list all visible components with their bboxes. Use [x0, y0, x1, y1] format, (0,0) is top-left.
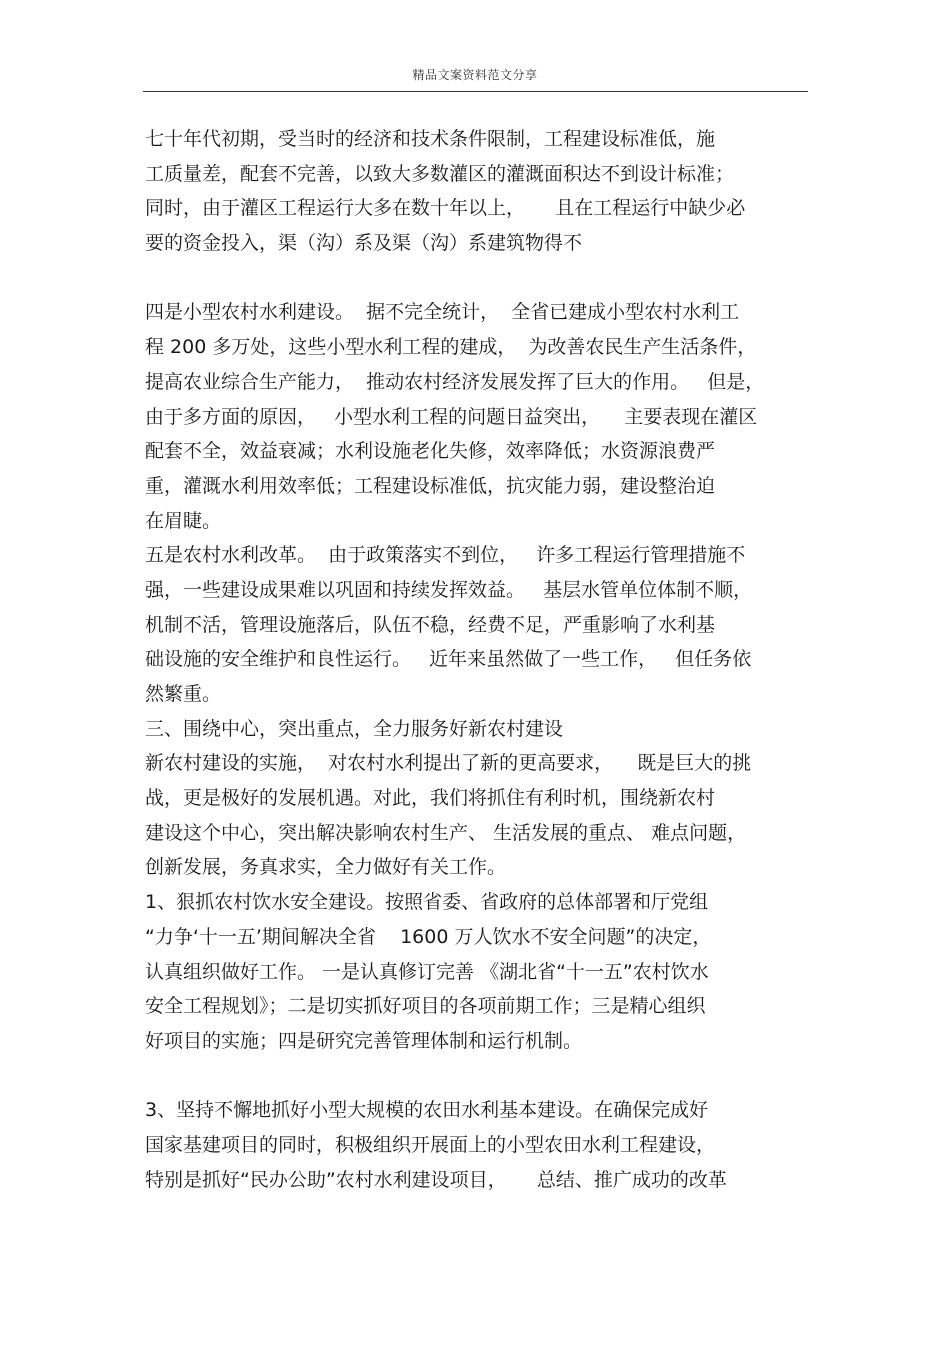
text-line: 七十年代初期，受当时的经济和技术条件限制，工程建设标准低，施 — [145, 128, 716, 150]
text-line: 安全工程规划》；二是切实抓好项目的各项前期工作；三是精心组织 — [145, 995, 706, 1018]
text-line: 国家基建项目的同时，积极组织开展面上的小型农田水利工程建设， — [145, 1133, 716, 1156]
text-line: 机制不活，管理设施落后，队伍不稳，经费不足，严重影响了水利基 — [145, 613, 716, 636]
text-line: 建设这个中心，突出解决影响农村生产、 生活发展的重点、 难点问题， — [145, 821, 747, 844]
text-line: 重，灌溉水利用效率低；工程建设标准低，抗灾能力弱，建设整治迫 — [145, 474, 716, 497]
text-line: 配套不全，效益衰减；水利设施老化失修，效率降低；水资源浪费严 — [145, 440, 716, 463]
text-line: 强，一些建设成果难以巩固和持续发挥效益。 基层水管单位体制不顺， — [145, 578, 753, 601]
text-line: 程 200 多万处，这些小型水利工程的建成， 为改善农民生产生活条件， — [145, 336, 757, 359]
paragraph-gap — [145, 1059, 815, 1094]
text-line: 在眉睫。 — [145, 509, 222, 532]
text-line: 好项目的实施；四是研究完善管理体制和运行机制。 — [145, 1029, 583, 1052]
text-line: 础设施的安全维护和良性运行。 近年来虽然做了一些工作， 但任务依 — [145, 648, 752, 671]
text-line: 创新发展，务真求实，全力做好有关工作。 — [145, 856, 507, 879]
text-line: 新农村建设的实施， 对农村水利提出了新的更高要求， 既是巨大的挑 — [145, 752, 752, 775]
text-line: “力争‘十一五’期间解决全省 1600 万人饮水不安全问题”的决定， — [145, 925, 712, 948]
page-header: 精品文案资料范文分享 — [412, 68, 538, 82]
text-line: 然繁重。 — [145, 683, 222, 705]
text-line: 1、狠抓农村饮水安全建设。按照省委、省政府的总体部署和厅党组 — [145, 891, 709, 914]
header-divider — [143, 91, 808, 92]
text-line: 特别是抓好“民办公助”农村水利建设项目， 总结、推广成功的改革 — [145, 1168, 727, 1191]
text-line: 四是小型农村水利建设。 据不完全统计， 全省已建成小型农村水利工 — [145, 301, 740, 324]
text-line: 同时，由于灌区工程运行大多在数十年以上， 且在工程运行中缺少必 — [145, 197, 746, 220]
text-line: 三、围绕中心，突出重点，全力服务好新农村建设 — [145, 717, 564, 740]
paragraph-gap — [145, 261, 815, 296]
text-line: 战，更是极好的发展机遇。对此，我们将抓住有利时机，围绕新农村 — [145, 787, 716, 810]
text-line: 认真组织做好工作。 一是认真修订完善 《湖北省“十一五”农村饮水 — [145, 960, 709, 983]
document-body — [145, 122, 815, 1197]
text-line: 3、坚持不懈地抓好小型大规模的农田水利基本建设。在确保完成好 — [145, 1099, 709, 1122]
text-line: 要的资金投入，渠（沟）系及渠（沟）系建筑物得不 — [145, 232, 583, 255]
text-line: 提高农业综合生产能力， 推动农村经济发展发挥了巨大的作用。 但是， — [145, 370, 765, 393]
text-line: 五是农村水利改革。 由于政策落实不到位， 许多工程运行管理措施不 — [145, 544, 746, 567]
text-line: 由于多方面的原因， 小型水利工程的问题日益突出， 主要表现在灌区 — [145, 405, 758, 428]
text-line: 工质量差，配套不完善，以致大多数灌区的灌溉面积达不到设计标准； — [145, 162, 735, 185]
